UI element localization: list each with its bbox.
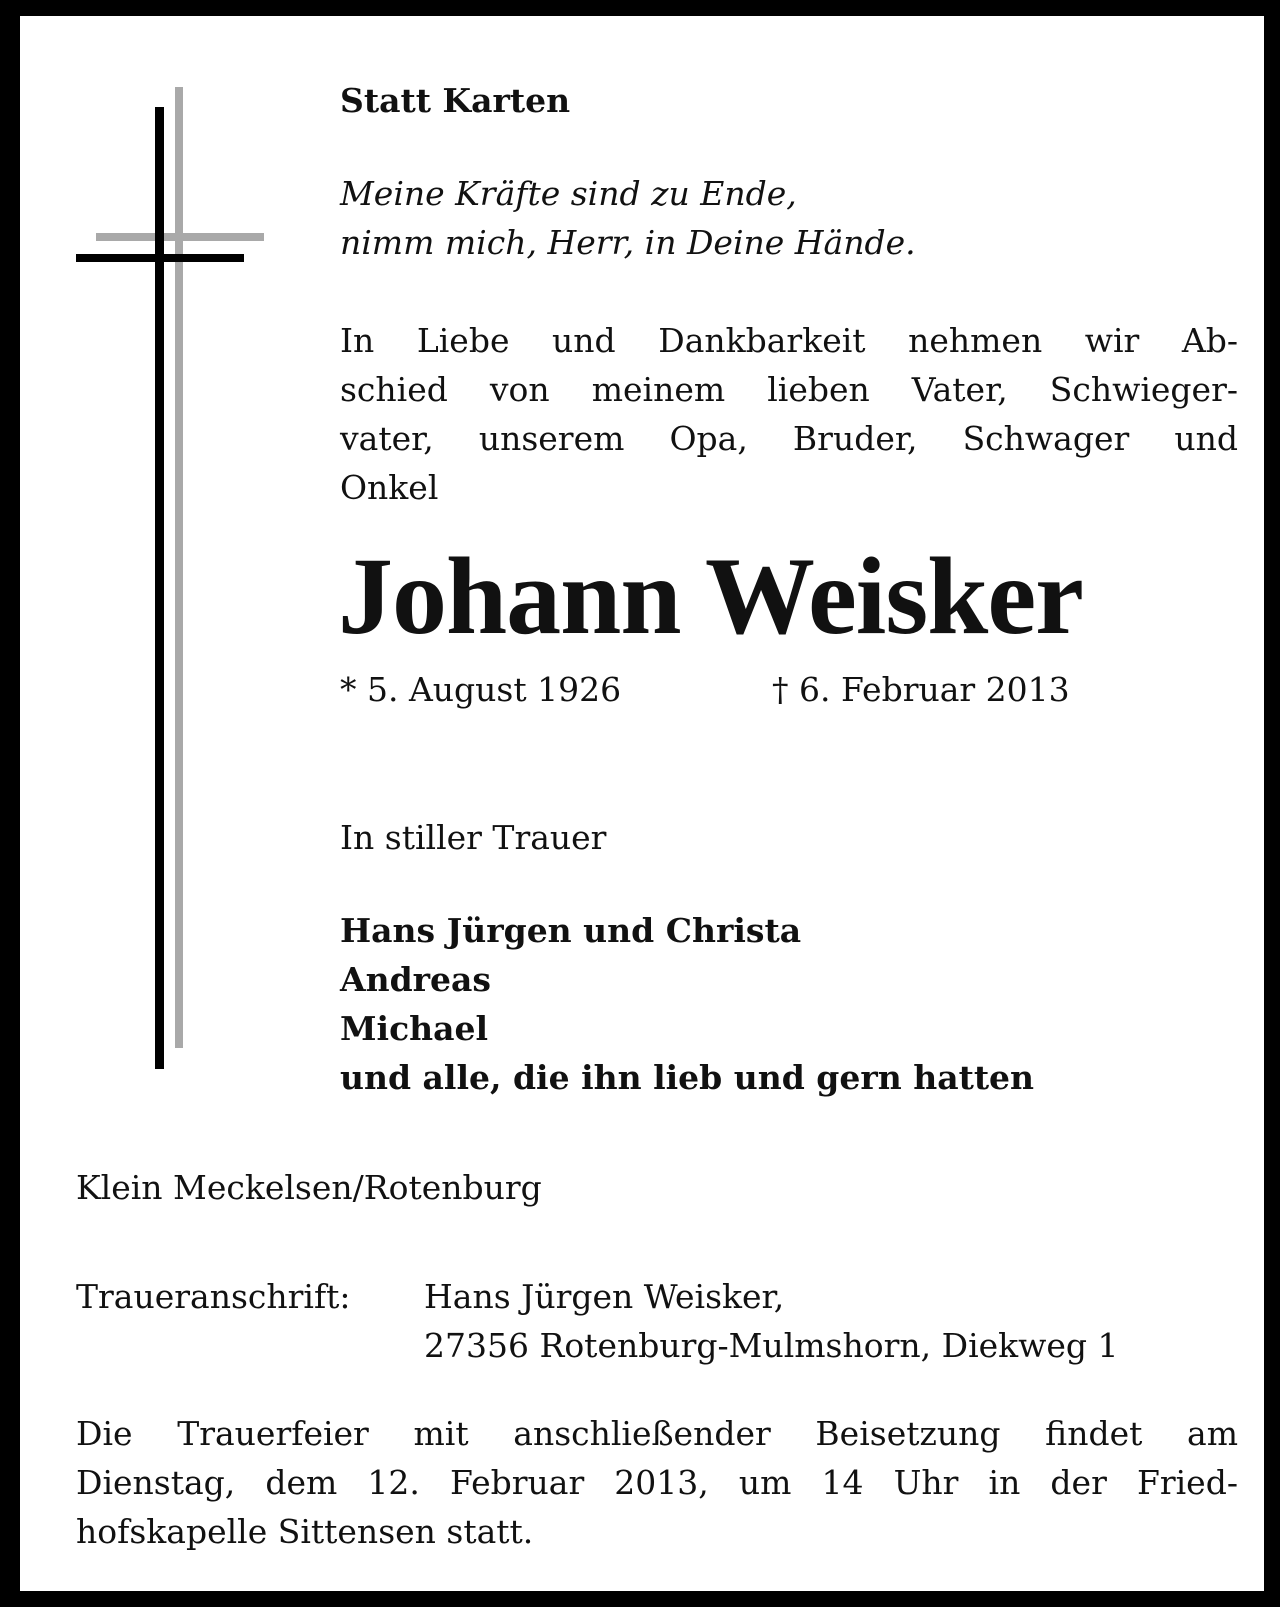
service-line: Die Trauerfeier mit anschließender Beisetzung findet am [76, 1414, 1238, 1453]
death-date: † 6. Februar 2013 [772, 670, 1070, 709]
cross-black-vertical-bar [155, 107, 164, 1069]
cross-grey-vertical-bar [175, 87, 183, 1048]
mourners-list [340, 906, 1034, 1102]
cross-black-horizontal-bar [76, 254, 244, 262]
location-text: Klein Meckelsen/Rotenburg [76, 1168, 542, 1207]
address-label: Traueranschrift: [76, 1277, 351, 1316]
verse-line: Meine Kräfte sind zu Ende, [340, 174, 797, 213]
service-paragraph [76, 1409, 1238, 1556]
birth-date: * 5. August 1926 [340, 670, 622, 709]
deceased-name: Johann Weisker [338, 535, 1083, 657]
intro-line: Onkel [340, 468, 439, 507]
address-line: Hans Jürgen Weisker, [424, 1277, 785, 1316]
intro-line: In Liebe und Dankbarkeit nehmen wir Ab- [340, 321, 1238, 360]
intro-line: vater, unserem Opa, Bruder, Schwager und [340, 419, 1238, 458]
mourner-item: Michael [340, 1009, 489, 1048]
intro-line: schied von meinem lieben Vater, Schwieger- [340, 370, 1238, 409]
cross-grey-horizontal-bar [96, 233, 264, 241]
service-line: hofskapelle Sittensen statt. [76, 1512, 534, 1551]
mourner-item: Andreas [340, 960, 492, 999]
mourner-item: und alle, die ihn lieb und gern hatten [340, 1058, 1035, 1097]
mourner-item: Hans Jürgen und Christa [340, 911, 802, 950]
address-line: 27356 Rotenburg-Mulmshorn, Diekweg 1 [424, 1326, 1119, 1365]
verse-quote [340, 169, 1240, 267]
intro-paragraph [340, 316, 1238, 512]
address-lines [424, 1272, 1119, 1370]
verse-line: nimm mich, Herr, in Deine Hände. [340, 223, 916, 262]
service-line: Dienstag, dem 12. Februar 2013, um 14 Uhr in der Fried- [76, 1463, 1238, 1502]
mourning-phrase: In stiller Trauer [340, 818, 607, 857]
statt-karten-heading: Statt Karten [340, 81, 571, 120]
